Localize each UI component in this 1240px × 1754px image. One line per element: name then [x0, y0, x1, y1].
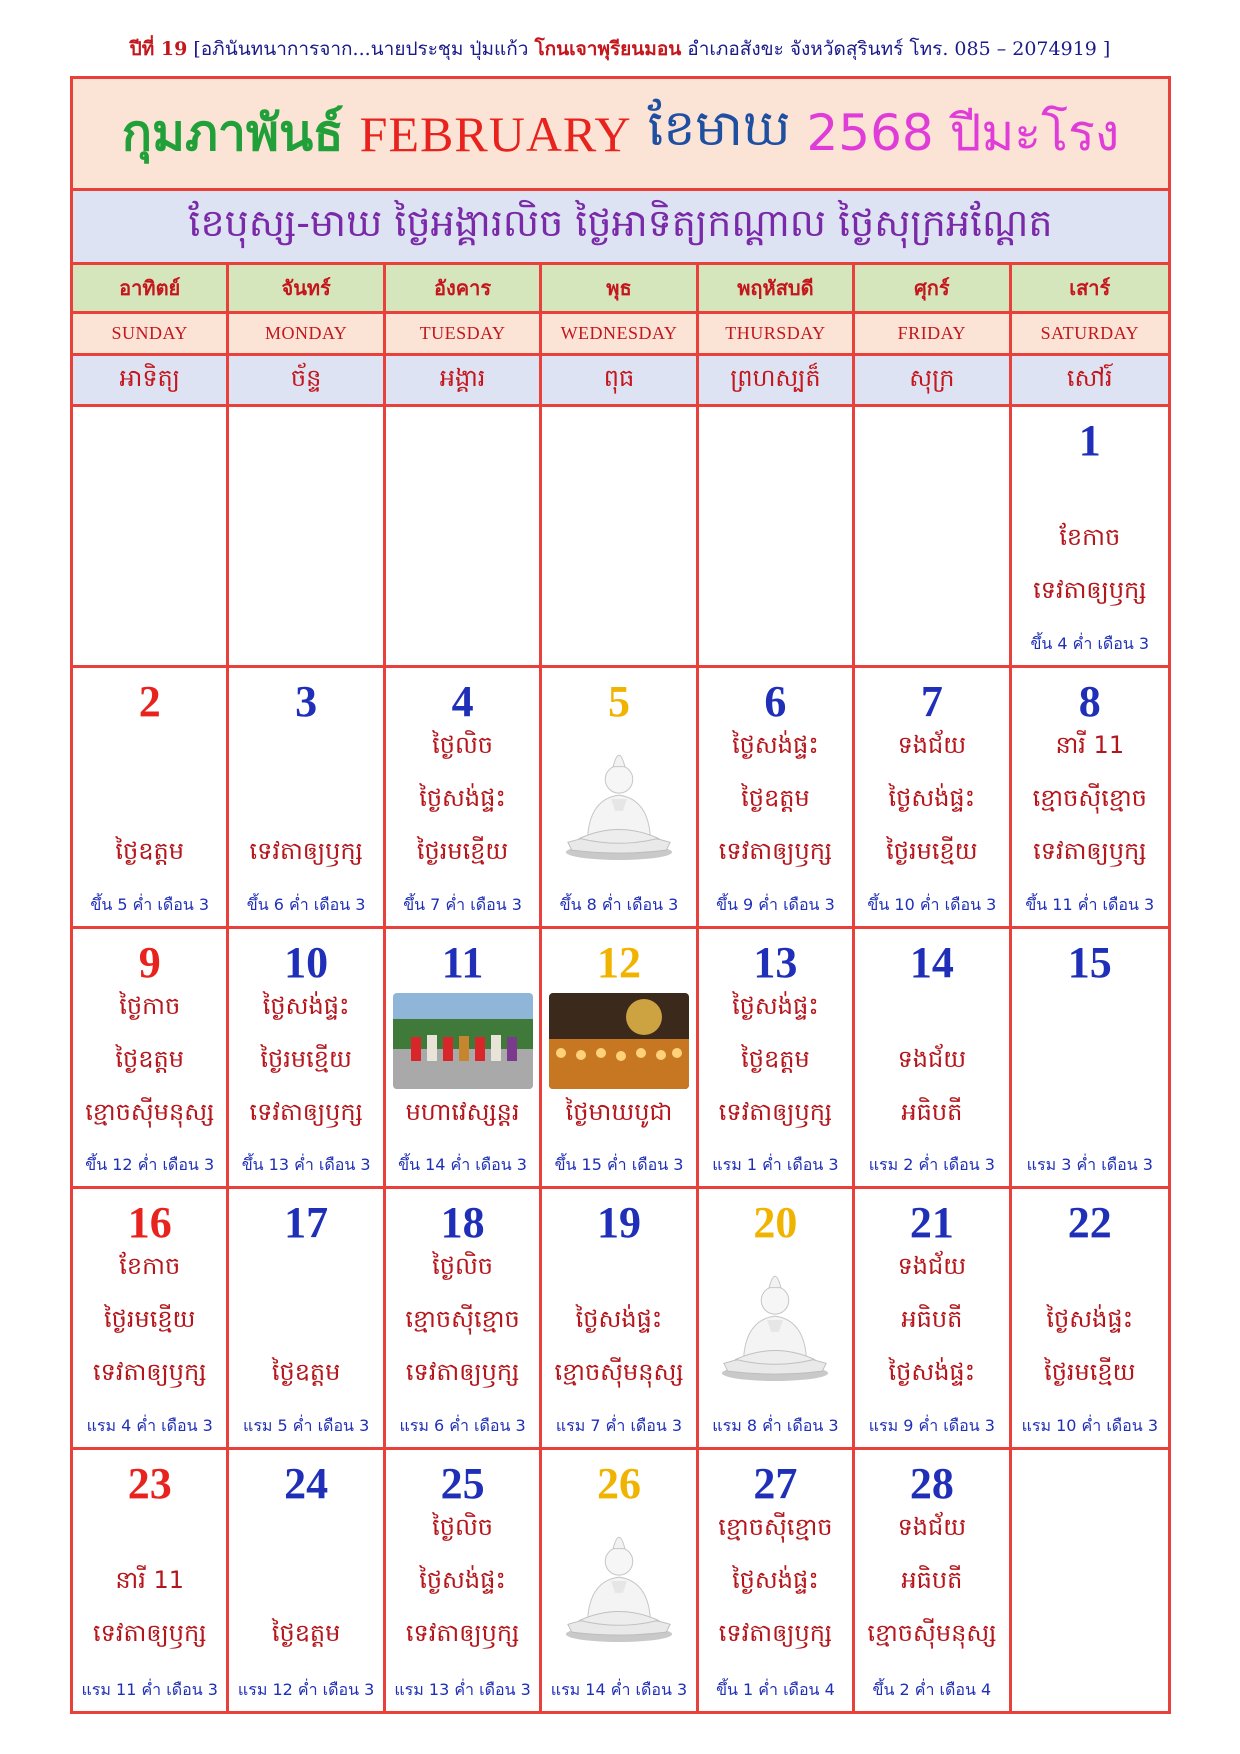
weekday-thai: ศุกร์: [855, 265, 1011, 311]
thai-month-title: กุมภาพันธ์: [121, 104, 344, 162]
day-note: ខ្មោចស៊ីខ្មោច: [405, 1305, 520, 1334]
weekday-header-english: [73, 314, 1168, 356]
day-cell: [855, 407, 1011, 668]
khmer-month-title: ខែមាឃ: [647, 99, 791, 157]
lunar-date: แรม 7 ค่ำ เดือน 3: [555, 1416, 683, 1436]
header-sponsor: [อภินันทนาการจาก...นายประชุม ปุ่มแก้ว: [193, 38, 529, 60]
day-note: ថ្ងៃសង់ផ្ទះ: [888, 783, 976, 812]
lunar-date: แรม 11 ค่ำ เดือน 3: [81, 1679, 218, 1699]
day-note: ថ្ងៃសង់ផ្ទះ: [732, 991, 819, 1020]
day-cell: [542, 929, 698, 1190]
buddha-image: [716, 1261, 834, 1383]
day-number: 24: [284, 1459, 329, 1509]
weekday-english: SUNDAY: [73, 314, 229, 353]
day-cell: [229, 1189, 385, 1450]
day-cell: [855, 668, 1011, 929]
english-month-title: FEBRUARY: [359, 105, 632, 162]
day-note: នារី 11: [1055, 730, 1125, 759]
day-cell: [542, 668, 698, 929]
weekday-english: SATURDAY: [1040, 323, 1139, 343]
day-note: នារី 11: [115, 1566, 185, 1595]
day-number: 25: [440, 1459, 485, 1509]
day-note: អធិបតី: [901, 1097, 963, 1126]
day-number: 21: [909, 1198, 954, 1248]
weekday-thai: อาทิตย์: [73, 265, 229, 311]
year-label: ปีที่ 19: [129, 38, 188, 60]
lunar-date: แรม 8 ค่ำ เดือน 3: [712, 1416, 839, 1436]
day-note: ថ្ងៃសង់ផ្ទះ: [262, 991, 350, 1020]
day-note: ថ្ងៃឧត្តម: [115, 1044, 184, 1073]
lunar-date: ขึ้น 4 ค่ำ เดือน 3: [1030, 633, 1150, 653]
day-note: ថ្ងៃសង់ផ្ទះ: [419, 1566, 506, 1595]
buddha-image: [560, 1522, 678, 1644]
day-note: ទេវតាឲ្យឫក្ស: [93, 1358, 207, 1387]
day-cell: [699, 929, 855, 1190]
weekday-khmer: សុក្រ: [855, 356, 1011, 404]
day-note: ទេវតាឲ្យឫក្ស: [1033, 836, 1147, 865]
day-cell: [73, 1450, 229, 1711]
day-note: ទេវតាឲ្យឫក្ស: [93, 1619, 207, 1648]
day-note: អធិបតី: [901, 1566, 963, 1595]
weekday-english: WEDNESDAY: [542, 314, 698, 353]
day-cell: [1012, 929, 1168, 1190]
day-note: ថ្ងៃរមខ្មើយ: [260, 1044, 352, 1073]
lunar-date: แรม 13 ค่ำ เดือน 3: [394, 1679, 531, 1699]
day-note: ខែកាច: [119, 1252, 181, 1281]
day-cell: [855, 1450, 1011, 1711]
weekday-thai: พฤหัสบดี: [699, 265, 855, 311]
day-number: 19: [596, 1198, 641, 1248]
day-note: ទេវតាឲ្យឫក្ស: [405, 1358, 520, 1387]
lunar-date: ขึ้น 5 ค่ำ เดือน 3: [90, 894, 210, 914]
day-note: មហាវេស្សន្តរ: [405, 1097, 520, 1126]
day-number: 1: [1078, 416, 1101, 465]
day-note: ខ្មោចស៊ីខ្មោច: [1032, 783, 1147, 812]
day-cell: [699, 407, 855, 668]
lunar-date: แรม 5 ค่ำ เดือน 3: [243, 1416, 370, 1436]
day-note: ថ្ងៃសង់ផ្ទះ: [732, 1566, 819, 1595]
weekday-english: THURSDAY: [699, 314, 855, 353]
weekday-english: FRIDAY: [855, 314, 1011, 353]
day-note: អធិបតី: [901, 1305, 963, 1334]
lunar-date: ขึ้น 15 ค่ำ เดือน 3: [554, 1155, 684, 1175]
day-note: ថ្ងៃលិច: [432, 730, 494, 759]
day-number: 11: [441, 937, 484, 987]
day-number: 10: [284, 937, 329, 987]
lunar-date: แรม 4 ค่ำ เดือน 3: [86, 1416, 213, 1436]
day-note: ទេវតាឲ្យឫក្ស: [405, 1619, 520, 1648]
lunar-date: ขึ้น 12 ค่ำ เดือน 3: [85, 1155, 215, 1175]
month-subtitle: [73, 191, 1168, 265]
weekday-khmer: អង្គារ: [386, 356, 542, 404]
day-cell: [699, 1189, 855, 1450]
lunar-date: ขึ้น 11 ค่ำ เดือน 3: [1025, 894, 1155, 914]
day-number: 4: [451, 676, 474, 726]
day-cell: [73, 929, 229, 1190]
weekday-english: TUESDAY: [386, 314, 542, 353]
day-number: 3: [295, 676, 318, 726]
day-note: ទេវតាឲ្យឫក្ស: [1033, 576, 1147, 604]
weekday-thai: อังคาร: [386, 265, 542, 311]
day-note: ខ្មោចស៊ីមនុស្ស: [85, 1097, 215, 1126]
lunar-date: แรม 12 ค่ำ เดือน 3: [237, 1679, 375, 1699]
day-note: ទេវតាឲ្យឫក្ស: [718, 836, 833, 865]
day-number: 20: [753, 1198, 798, 1248]
candles-photo: [549, 993, 689, 1089]
day-note: ខ្មោចស៊ីមនុស្ស: [867, 1619, 997, 1648]
day-cell: [73, 1189, 229, 1450]
day-note: ថ្ងៃលិច: [432, 1513, 494, 1542]
day-cell: [699, 1450, 855, 1711]
day-number: 12: [596, 937, 641, 987]
day-cell: [855, 929, 1011, 1190]
weekday-english: MONDAY: [229, 314, 385, 353]
lunar-date: แรม 3 ค่ำ เดือน 3: [1026, 1155, 1153, 1175]
lunar-date: ขึ้น 1 ค่ำ เดือน 4: [716, 1679, 835, 1699]
day-number: 27: [753, 1459, 798, 1509]
lunar-date: แรม 14 ค่ำ เดือน 3: [550, 1679, 688, 1699]
subtitle-text: ខែបុស្ស-មាឃ ថ្ងៃអង្គារលិច ថ្ងៃអាទិត្យកណ្ដាល ថ្ងៃសុក្រអណ្ដែត: [188, 200, 1053, 245]
day-cell: [386, 929, 542, 1190]
day-note: ថ្ងៃសង់ផ្ទះ: [732, 730, 819, 759]
weekday-khmer: សៅរ៍: [1066, 363, 1113, 392]
day-number: 2: [138, 676, 161, 726]
header-school: โกนเจาพุรียนมอน: [534, 38, 682, 60]
day-cell: [73, 668, 229, 929]
lunar-date: แรม 9 ค่ำ เดือน 3: [868, 1416, 995, 1436]
weekday-thai: เสาร์: [1069, 276, 1111, 300]
day-number: 23: [127, 1459, 172, 1509]
day-note: ថ្ងៃរមខ្មើយ: [416, 836, 509, 865]
calendar: [70, 76, 1171, 1714]
day-cell: [229, 668, 385, 929]
day-note: ទងជ័យ: [897, 1252, 967, 1281]
day-note: ថ្ងៃឧត្តម: [271, 1358, 341, 1387]
day-cell: [855, 1189, 1011, 1450]
day-number: 9: [138, 937, 161, 987]
day-note: ថ្ងៃឧត្តម: [741, 783, 810, 812]
weekday-thai: จันทร์: [229, 265, 385, 311]
lunar-date: ขึ้น 10 ค่ำ เดือน 3: [867, 894, 997, 914]
header-location: อำเภอสังขะ จังหวัดสุรินทร์ โทร. 085 – 2074919 ]: [687, 38, 1111, 60]
lunar-date: แรม 1 ค่ำ เดือน 3: [712, 1155, 839, 1175]
day-note: ថ្ងៃសង់ផ្ទះ: [419, 783, 506, 812]
lunar-date: แรม 2 ค่ำ เดือน 3: [868, 1155, 995, 1175]
day-number: 26: [596, 1459, 641, 1509]
day-note: ថ្ងៃកាច: [119, 991, 181, 1020]
day-cell: [1012, 1189, 1168, 1450]
lunar-date: ขึ้น 9 ค่ำ เดือน 3: [716, 894, 835, 914]
day-cell: [542, 1450, 698, 1711]
day-cell: [699, 668, 855, 929]
day-note: ថ្ងៃសង់ផ្ទះ: [575, 1305, 663, 1334]
lunar-date: ขึ้น 8 ค่ำ เดือน 3: [559, 894, 679, 914]
day-number: 15: [1067, 937, 1112, 987]
day-note: ថ្ងៃឧត្តម: [271, 1619, 341, 1648]
day-note: ទេវតាឲ្យឫក្ស: [718, 1097, 833, 1126]
day-cell: [229, 407, 385, 668]
day-number: 7: [920, 676, 943, 726]
day-note: ថ្ងៃឧត្តម: [115, 836, 184, 865]
day-note: ទងជ័យ: [897, 1044, 967, 1073]
lunar-date: แรม 10 ค่ำ เดือน 3: [1021, 1416, 1158, 1436]
day-cell: [73, 407, 229, 668]
day-cell: [542, 407, 698, 668]
day-number: 13: [753, 937, 798, 987]
lunar-date: ขึ้น 6 ค่ำ เดือน 3: [246, 894, 366, 914]
day-note: ខ្មោចស៊ីមនុស្ស: [554, 1358, 684, 1387]
weekday-khmer: អាទិត្យ: [73, 356, 229, 404]
lunar-date: ขึ้น 14 ค่ำ เดือน 3: [398, 1155, 527, 1175]
day-number: 14: [909, 937, 954, 987]
day-note: ទេវតាឲ្យឫក្ស: [249, 836, 363, 865]
lunar-date: ขึ้น 13 ค่ำ เดือน 3: [241, 1155, 371, 1175]
day-cell: [229, 929, 385, 1190]
day-note: ថ្ងៃរមខ្មើយ: [1044, 1358, 1136, 1387]
day-note: ថ្ងៃសង់ផ្ទះ: [888, 1358, 976, 1387]
day-number: 17: [284, 1198, 329, 1248]
day-cell: [386, 1450, 542, 1711]
day-cell: [386, 1189, 542, 1450]
day-number: 16: [127, 1198, 172, 1248]
day-number: 6: [764, 676, 787, 726]
day-cell: [386, 668, 542, 929]
day-note: ថ្ងៃសង់ផ្ទះ: [1046, 1305, 1134, 1334]
calendar-header: [0, 34, 1240, 64]
day-note: ខ្មោចស៊ីខ្មោច: [718, 1513, 833, 1542]
day-note: ទងជ័យ: [897, 1513, 967, 1542]
day-note: ថ្ងៃរមខ្មើយ: [104, 1305, 196, 1334]
weekday-khmer: ច័ន្ទ: [229, 356, 385, 404]
day-cell: [1012, 668, 1168, 929]
weekday-khmer: ពុធ: [542, 356, 698, 404]
day-note: ថ្ងៃឧត្តម: [741, 1044, 810, 1073]
day-note: ថ្ងៃមាឃបូជា: [565, 1097, 673, 1126]
day-number: 8: [1078, 676, 1101, 726]
day-grid: [73, 407, 1168, 1711]
day-note: ខែកាច: [1059, 523, 1121, 551]
lunar-date: ขึ้น 7 ค่ำ เดือน 3: [403, 894, 522, 914]
day-note: ទេវតាឲ្យឫក្ស: [718, 1619, 833, 1648]
weekday-khmer: ព្រហស្បត៏: [699, 356, 855, 404]
day-number: 22: [1067, 1198, 1112, 1248]
day-number: 5: [607, 676, 630, 726]
day-note: ថ្ងៃលិច: [432, 1252, 494, 1281]
day-cell: [1012, 407, 1168, 668]
weekday-header-khmer: [73, 356, 1168, 407]
day-cell: [386, 407, 542, 668]
day-number: 28: [909, 1459, 954, 1509]
day-number: 18: [440, 1198, 485, 1248]
day-cell: [1012, 1450, 1168, 1711]
day-cell: [542, 1189, 698, 1450]
lunar-date: แรม 6 ค่ำ เดือน 3: [399, 1416, 526, 1436]
day-note: ទេវតាឲ្យឫក្ស: [249, 1097, 363, 1126]
lunar-date: ขึ้น 2 ค่ำ เดือน 4: [872, 1679, 992, 1699]
parade-photo: [393, 993, 533, 1089]
day-note: ថ្ងៃរមខ្មើយ: [886, 836, 978, 865]
year-title: 2568 ปีมะโรง: [806, 104, 1120, 162]
month-title: [73, 79, 1168, 191]
day-cell: [229, 1450, 385, 1711]
weekday-header-thai: [73, 265, 1168, 314]
buddha-image: [560, 740, 678, 862]
weekday-thai: พุธ: [542, 265, 698, 311]
day-note: ទងជ័យ: [897, 730, 967, 759]
